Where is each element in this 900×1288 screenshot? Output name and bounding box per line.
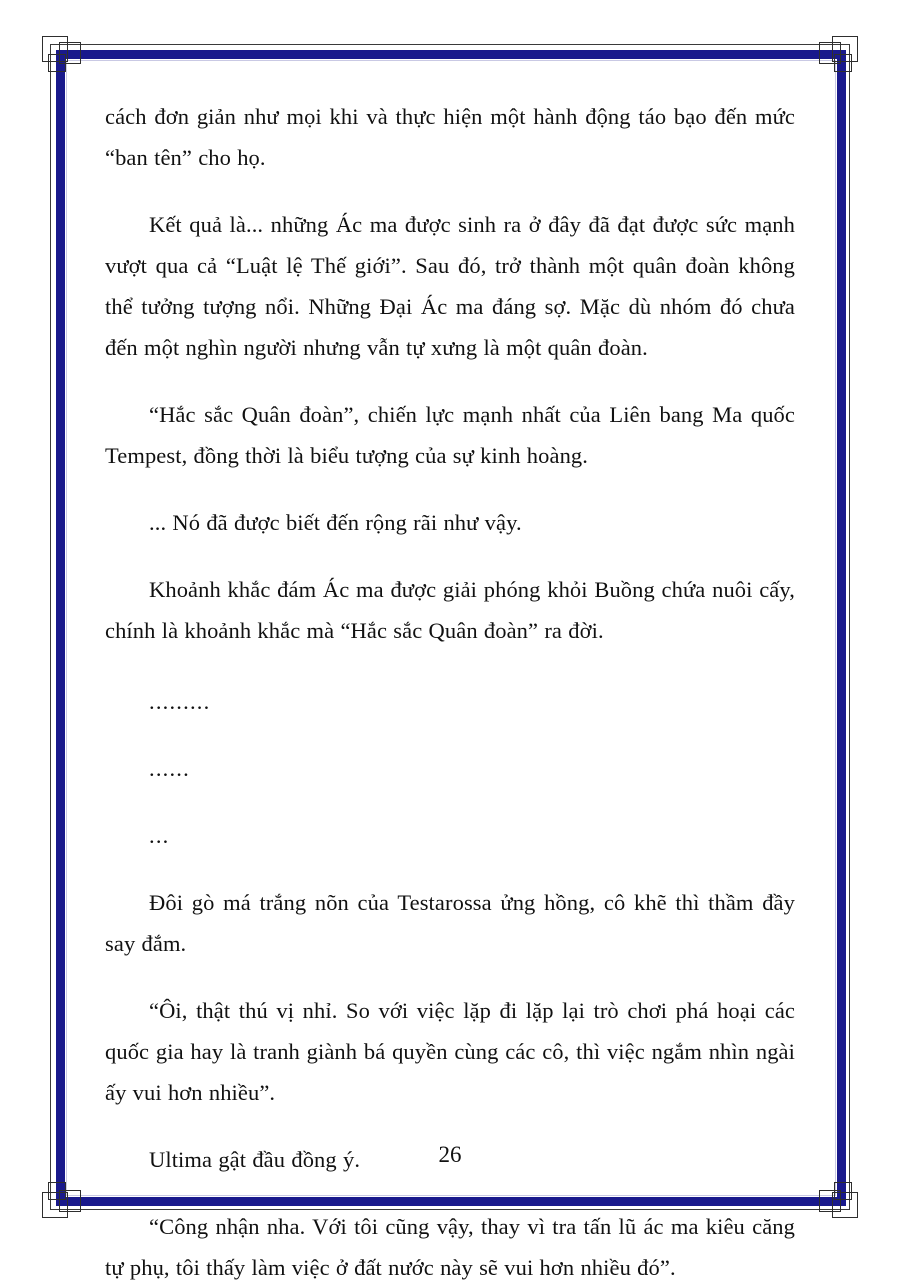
ornament-square-middle <box>819 1190 841 1212</box>
ornament-square-middle <box>59 42 81 64</box>
corner-ornament-top-left <box>42 36 94 88</box>
ellipsis-line: ...... <box>149 756 190 781</box>
ornament-square-inner <box>834 1182 852 1200</box>
paragraph: “Hắc sắc Quân đoàn”, chiến lực mạnh nhất của Liên bang Ma quốc Tempest, đồng thời là biểu tượng của sự kinh hoàng. <box>105 402 795 468</box>
corner-ornament-bottom-right <box>806 1166 858 1218</box>
ellipsis-line: ... <box>149 823 170 848</box>
ornament-square-middle <box>59 1190 81 1212</box>
ornament-square-inner <box>834 54 852 72</box>
paragraph: cách đơn giản như mọi khi và thực hiện một hành động táo bạo đến mức “ban tên” cho họ. <box>105 104 795 170</box>
ornament-square-middle <box>819 42 841 64</box>
paragraph: “Ôi, thật thú vị nhỉ. So với việc lặp đi lặp lại trò chơi phá hoại các quốc gia hay là tranh giành bá quyền cùng các cô, thì việc ngắm nhìn ngài ấy vui hơn nhiều”. <box>105 998 795 1105</box>
paragraph: Đôi gò má trắng nõn của Testarossa ửng hồng, cô khẽ thì thầm đầy say đắm. <box>105 890 795 956</box>
ellipsis-line: ......... <box>149 689 211 714</box>
page-number: 26 <box>438 1142 462 1167</box>
ornament-square-inner <box>48 1182 66 1200</box>
corner-ornament-bottom-left <box>42 1166 94 1218</box>
ornament-square-outer <box>42 1192 68 1218</box>
paragraph: “Công nhận nha. Với tôi cũng vậy, thay vì tra tấn lũ ác ma kiêu căng tự phụ, tôi thấy làm việc ở đất nước này sẽ vui hơn nhiều đó”. <box>105 1214 795 1280</box>
paragraph: Kết quả là... những Ác ma được sinh ra ở đây đã đạt được sức mạnh vượt qua cả “Luật lệ Thế giới”. Sau đó, trở thành một quân đoàn không thể tưởng tượng nổi. Những Đại Ác ma đáng sợ. Mặc dù nhóm đó chưa đến một nghìn người nhưng vẫn tự xưng là một quân đoàn. <box>105 212 795 360</box>
paragraph: Khoảnh khắc đám Ác ma được giải phóng khỏi Buồng chứa nuôi cấy, chính là khoảnh khắc mà “Hắc sắc Quân đoàn” ra đời. <box>105 577 795 643</box>
paragraph: Ultima gật đầu đồng ý. <box>149 1147 361 1172</box>
corner-ornament-top-right <box>806 36 858 88</box>
ornament-square-outer <box>832 1192 858 1218</box>
ornament-square-outer <box>832 36 858 62</box>
paragraph: ... Nó đã được biết đến rộng rãi như vậy. <box>149 510 522 535</box>
ornament-square-inner <box>48 54 66 72</box>
ornament-square-outer <box>42 36 68 62</box>
